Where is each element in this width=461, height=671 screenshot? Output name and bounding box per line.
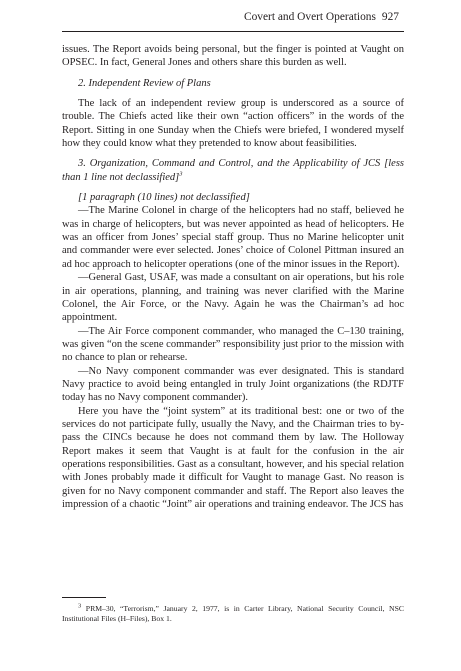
section-heading-organization-text: 3. Organization, Command and Control, and the Applicability of JCS [less than 1 line not declassified] — [62, 158, 404, 183]
footnote — [62, 604, 404, 625]
paragraph-air-force-commander: —The Air Force component commander, who managed the C–130 training, was given “on the scene commander” responsibility just prior to the mission with no chance to plan or rehearse. — [62, 325, 404, 364]
paragraph-opsec-continuation: issues. The Report avoids being personal, but the finger is pointed at Vaught on OPSEC. In fact, General Jones and others share this burden as well. — [62, 44, 404, 69]
section-heading-organization — [62, 157, 404, 184]
body-text — [62, 43, 404, 511]
page-number: 927 — [381, 11, 399, 23]
paragraph-general-gast: —General Gast, USAF, was made a consultant on air operations, but his role in air operations, planning, and training was never clarified with the Marine Colonel, the Air Force, or the Navy. Again he was the Chairman’s ad hoc appointment. — [62, 272, 404, 324]
paragraph-navy-commander: —No Navy component commander was ever designated. This is standard Navy practice to avoid being entangled in truly Joint organizations (the RDJTF today has no Navy component commander). — [62, 365, 404, 404]
paragraph-joint-system: Here you have the “joint system” at its traditional best: one or two of the services do not participate fully, usually the Navy, and the Chairman tries to by-pass the CINCs because he does not command them by law. The Holloway Report makes it seem that Vaught is at fault for the confusion in the air operations responsibilities. Gast as a consultant, however, and his special relation with Jones probably made it difficult for Vaught to manage Gast. No reason is given for no Navy component commander and staff. The Report also leaves the impression of a chaotic “Joint” air operations and training endeavor. The JCS has — [62, 405, 404, 510]
paragraph-independent-review: The lack of an independent review group is underscored as a source of trouble. The Chiefs acted like their own “action officers” in the words of the Report. Sitting in one Sunday when the Chiefs were briefed, I wondered myself how they could know what they pretended to know about feasibilities. — [62, 98, 404, 150]
paragraph-marine-colonel: —The Marine Colonel in charge of the helicopters had no staff, believed he was in charge of helicopters, but was never appointed as head of helicopters. He was an officer from Jones’ special staff group. Thus no Marine helicopter unit and commander were ever selected. Jones’ choice of Colonel Pittman insured an ad hoc approach to helicopter operations (one of the minor issues in the Report). — [62, 205, 404, 270]
header-title: Covert and Overt Operations — [244, 11, 376, 23]
footnote-rule — [62, 597, 106, 598]
footnote-reference: 3 — [179, 170, 183, 178]
header-rule — [62, 31, 404, 32]
footnote-text: PRM–30, “Terrorism,” January 2, 1977, is in Carter Library, National Security Council, NSC Institutional Files (H–Files), Box 1. — [62, 604, 404, 624]
section-heading-independent-review: 2. Independent Review of Plans — [78, 77, 211, 89]
declassification-note: [1 paragraph (10 lines) not declassified] — [78, 192, 250, 204]
footnote-marker: 3 — [78, 602, 82, 610]
running-header — [244, 10, 399, 24]
